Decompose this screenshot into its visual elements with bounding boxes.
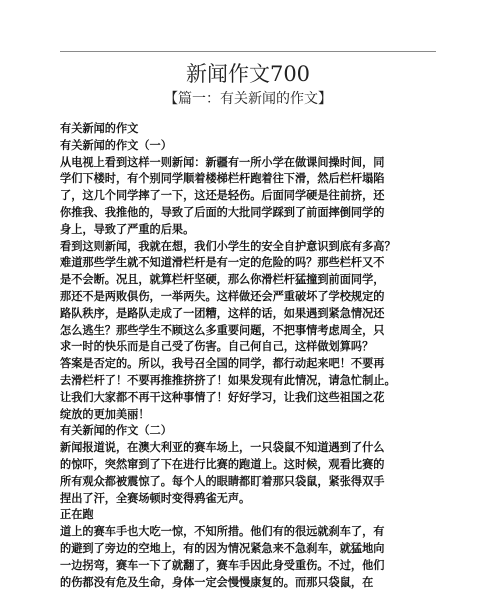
body-line: 求一时的快乐而是自己受了伤害。自己何自己，这样做划算吗？ xyxy=(60,340,374,354)
body-line: 有关新闻的作文 xyxy=(60,122,139,135)
document-title: 新闻作文700 xyxy=(185,62,311,86)
body-line: 道上的赛车手也大吃一惊，不知所措。他们有的很远就刹车了，有 xyxy=(60,525,385,539)
body-line: 的避到了旁边的空地上，有的因为情况紧急来不急刹车，就猛地向 xyxy=(60,541,385,555)
body-line: 答案是否定的。所以，我号召全国的同学，都行动起来吧！不要再 xyxy=(60,357,385,371)
body-line: 绽放的更加美丽！ xyxy=(60,407,150,421)
header-divider xyxy=(60,51,436,52)
body-line: 那还不是两败俱伤，一举两失。这样做还会严重破坏了学校规定的 xyxy=(60,289,385,303)
body-line: 有关新闻的作文（一） xyxy=(60,138,172,152)
body-line: 去滑栏杆了！不要再推推挤挤了！如果发现有此情况，请急忙制止。 xyxy=(60,373,396,387)
document-body xyxy=(60,121,450,591)
body-line: 你推我、我推他的，导致了后面的大批同学踩到了前面摔倒同学的 xyxy=(60,205,385,219)
body-line: 路队秩序，是路队走成了一团糟，这样的话，如果遇到紧急情况还 xyxy=(60,306,385,320)
body-line: 学们下楼时，有个别同学顺着楼梯栏杆跑着往下滑，然后栏杆塌陷 xyxy=(60,172,385,186)
body-line: 难道那些学生就不知道滑栏杆是有一定的危险的吗？那些栏杆又不 xyxy=(60,256,385,270)
body-line: 所有观众都被震惊了。每个人的眼睛都盯着那只袋鼠，紧张得双手 xyxy=(60,474,385,488)
body-line: 看到这则新闻，我就在想，我们小学生的安全自护意识到底有多高？ xyxy=(60,239,396,253)
body-line: 从电视上看到这样一则新闻：新疆有一所小学在做课间操时间，同 xyxy=(60,155,385,169)
body-line: 新闻报道说，在澳大利亚的赛车场上，一只袋鼠不知道遇到了什么 xyxy=(60,441,385,455)
document-subtitle: 【篇一：有关新闻的作文】 xyxy=(164,91,332,107)
body-line: 身上，导致了严重的后果。 xyxy=(60,222,195,236)
body-line: 让我们大家都不再干这种事情了！好好学习，让我们这些祖国之花 xyxy=(60,390,385,404)
body-line: 捏出了汗，全赛场顿时变得鸦雀无声。 xyxy=(60,491,251,505)
body-line: 正在跑 xyxy=(60,508,94,522)
body-line: 的伤都没有危及生命，身体一定会慢慢康复的。而那只袋鼠，在 xyxy=(60,575,374,589)
body-line: 一边拐弯，赛车一下了就翻了，赛车手因此身受重伤。不过，他们 xyxy=(60,558,385,572)
body-line: 的惊吓，突然窜到了下在进行比赛的跑道上。这时候，观看比赛的 xyxy=(60,457,385,471)
body-line: 了，这几个同学摔了一下，这还是轻伤。后面同学硬是往前挤，还 xyxy=(60,189,385,203)
body-line: 怎么逃生？那些学生不顾这么多重要问题，不把事情考虑周全，只 xyxy=(60,323,385,337)
body-line: 是不会断。况且，就算栏杆坚硬，那么你滑栏杆猛撞到前面同学， xyxy=(60,273,385,287)
body-line: 有关新闻的作文（二） xyxy=(60,424,172,438)
